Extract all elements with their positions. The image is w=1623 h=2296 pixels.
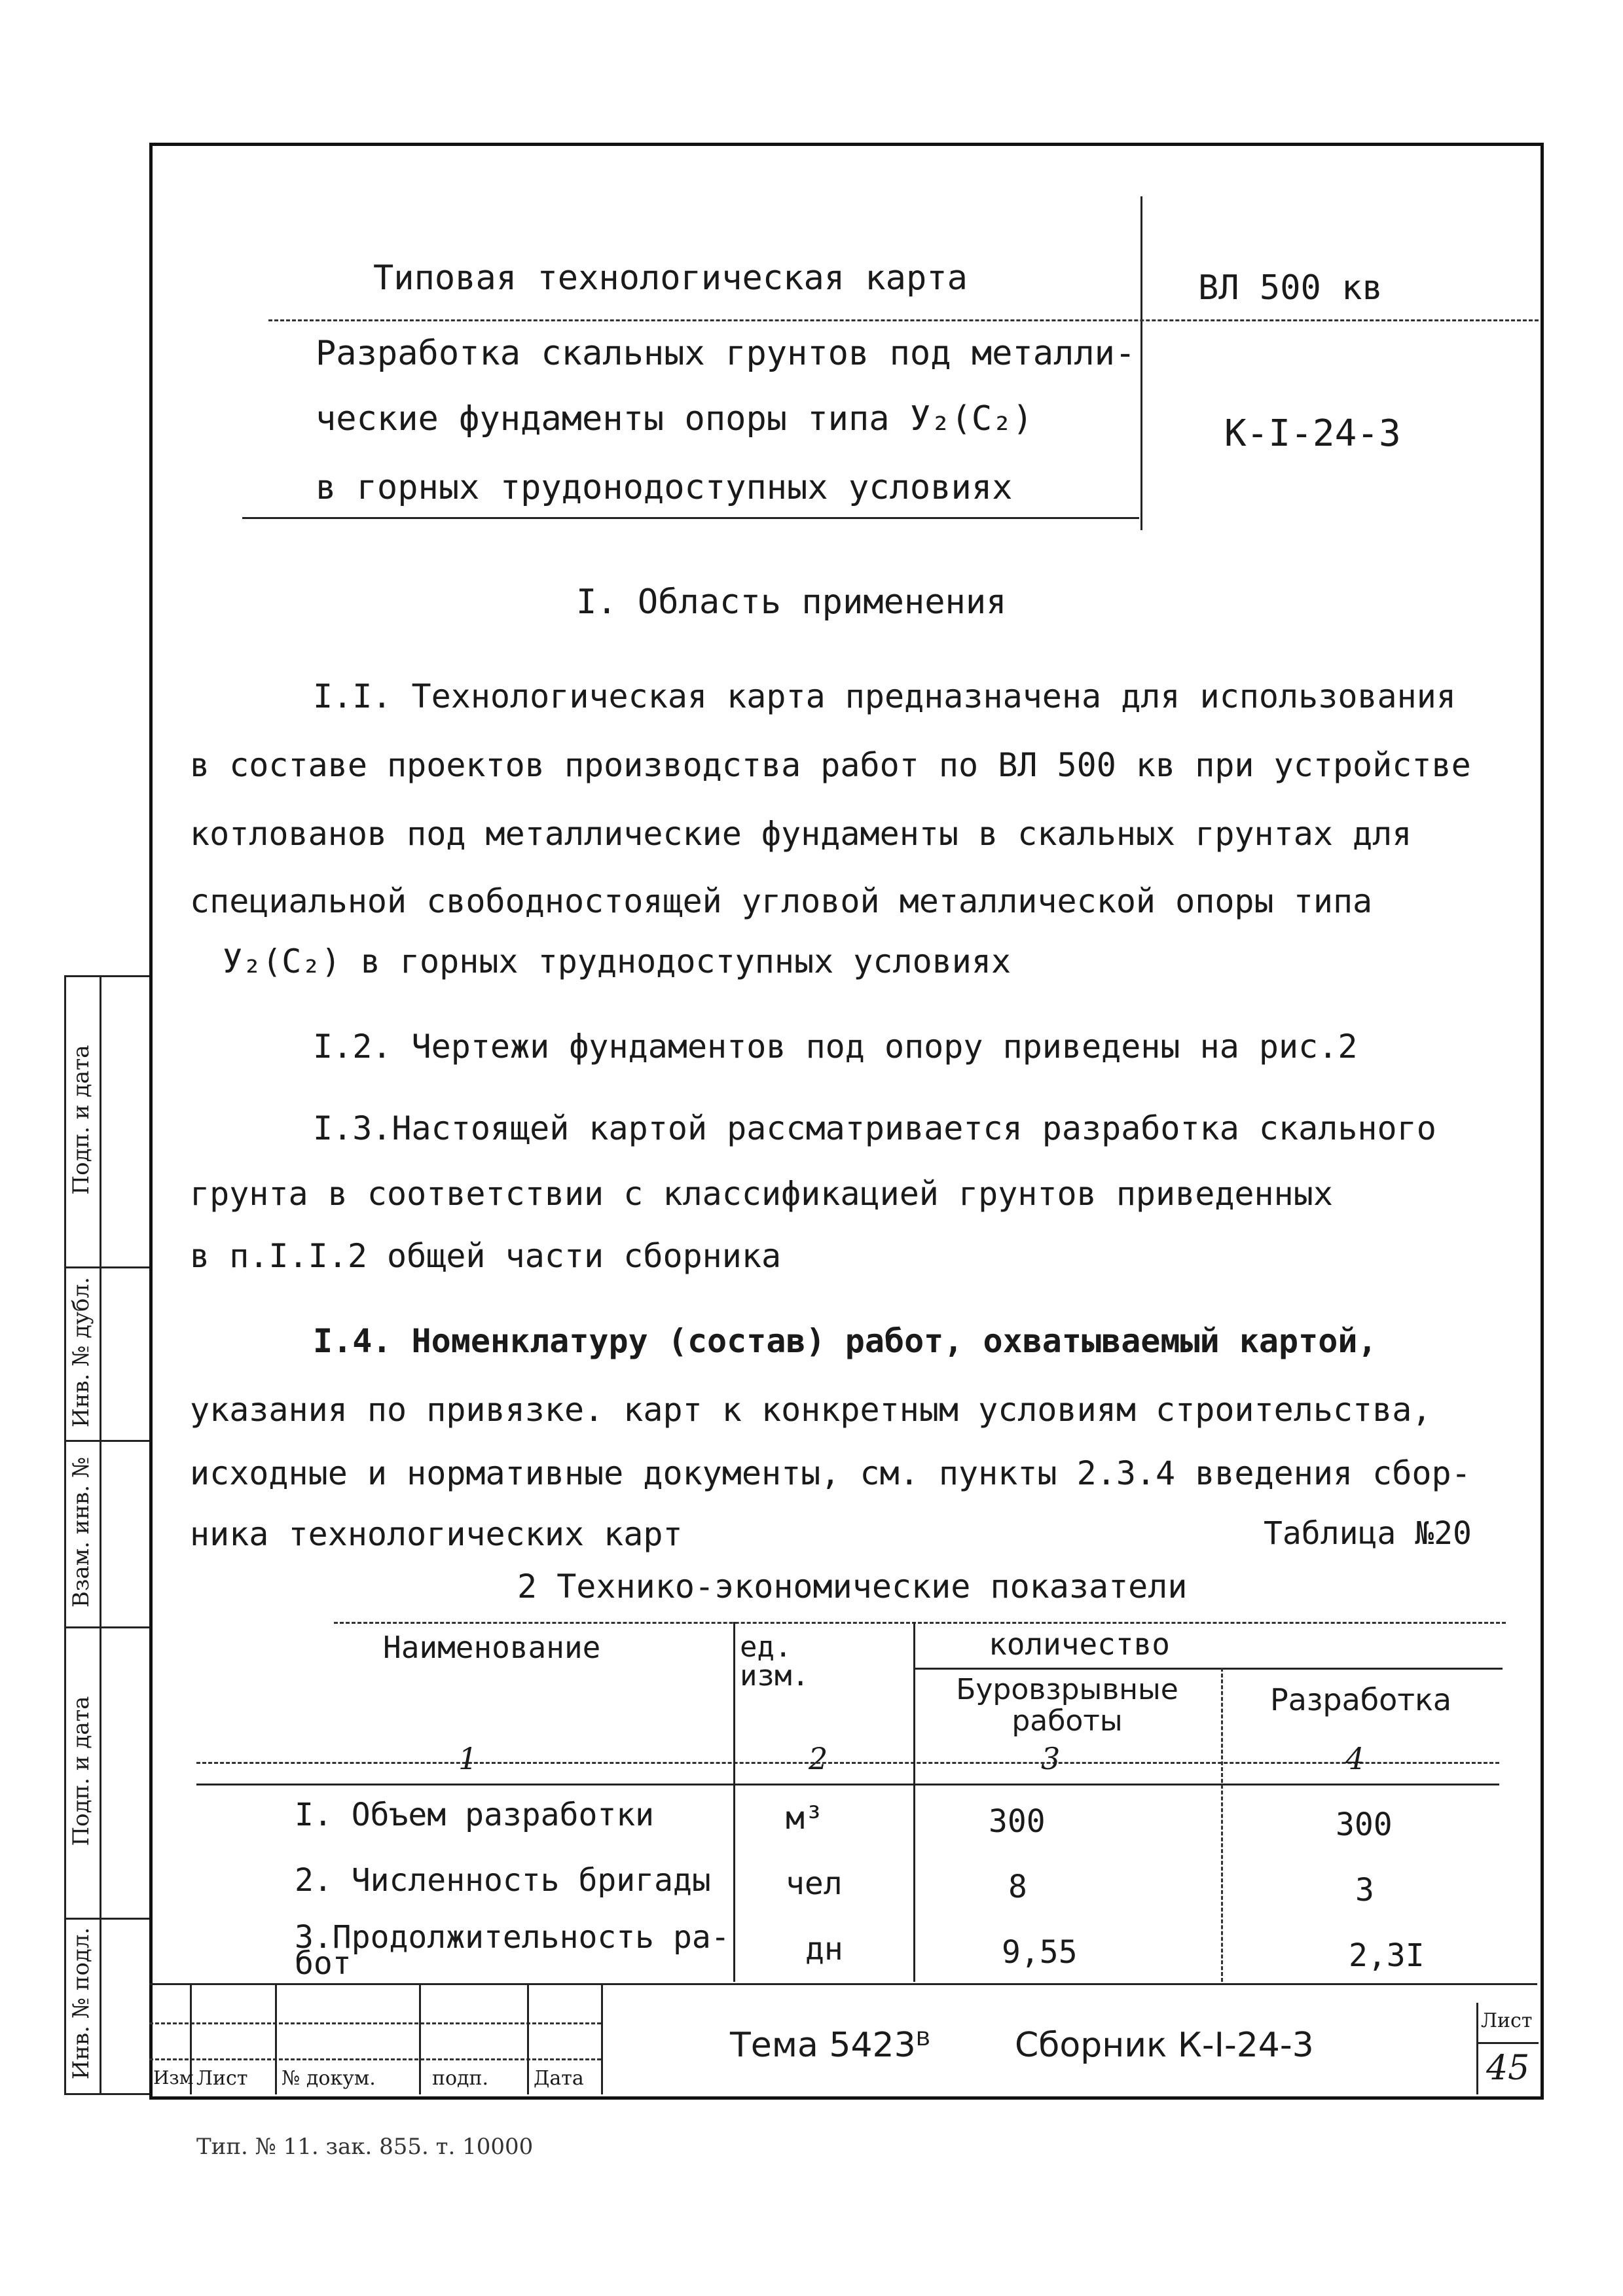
table-row-3-unit: дн <box>805 1931 843 1967</box>
table-title: 2 Технико-экономические показатели <box>517 1568 1188 1605</box>
table-col-name: Наименование <box>383 1630 601 1665</box>
sidebar-outer <box>64 975 66 2094</box>
header-subject-1: Разработка скальных грунтов под металли- <box>316 334 1136 373</box>
sidebar-top <box>64 975 149 977</box>
table-qty-line <box>913 1668 1503 1670</box>
header-underline <box>242 517 1139 519</box>
stamp-row-2 <box>149 2058 601 2060</box>
header-subject-2: ческие фундаменты опоры типа У₂(С₂) <box>316 399 1033 439</box>
stamp-col-3 <box>419 1983 421 2094</box>
p2: I.2. Чертежи фундаментов под опору приведены на рис.2 <box>313 1028 1358 1066</box>
p1-line-2: в составе проектов производства работ по ВЛ 500 кв при устройстве <box>190 746 1471 784</box>
header-code: К-I-24-3 <box>1224 412 1401 455</box>
p3-line-3: в п.I.I.2 общей части сборника <box>190 1237 782 1275</box>
stamp-head-sign: подп. <box>432 2067 489 2090</box>
table-col-qty: количество <box>989 1626 1170 1662</box>
table-row-3-name: 3.Продолжительность ра- бот <box>295 1919 730 1982</box>
sidebar-label-2: Инв. № дубл. <box>68 1277 94 1427</box>
footer-print: Тип. № 11. зак. 855. т. 10000 <box>196 2134 534 2160</box>
table-col-3 <box>1221 1668 1223 1982</box>
header-divider <box>1140 196 1142 530</box>
table-row-1-dev: 300 <box>1336 1806 1393 1843</box>
table-row-2-name: 2. Численность бригады <box>295 1862 711 1899</box>
stamp-tema: Тема 5423ᴮ <box>730 2026 931 2065</box>
stamp-row-1 <box>149 2022 601 2024</box>
stamp-head-izm: Изм <box>153 2067 194 2089</box>
table-top-line <box>334 1622 1506 1624</box>
p3-line-1: I.3.Настоящей картой рассматривается разработка скального <box>313 1109 1436 1147</box>
stamp-list-number: 45 <box>1486 2049 1530 2088</box>
p1-line-5: У₂(С₂) в горных труднодоступных условиях <box>223 942 1012 980</box>
header-subject-3: в горных трудонодоступных условиях <box>316 468 1013 507</box>
table-row-2-dev: 3 <box>1355 1872 1374 1909</box>
table-col-unit: ед. изм. <box>740 1630 809 1693</box>
p4-line-2: указания по привязке. карт к конкретным условиям строительства, <box>190 1391 1432 1429</box>
table-col-dev: Разработка <box>1270 1682 1452 1717</box>
table-col-drill: Буровзрывные работы <box>956 1673 1178 1738</box>
table-num-3: 3 <box>1041 1741 1061 1776</box>
p4-line-4: ника технологических карт <box>190 1515 683 1553</box>
header-title: Типовая технологическая карта <box>373 259 968 298</box>
stamp-list-label: Лист <box>1481 2009 1533 2032</box>
table-row-3-drill: 9,55 <box>1002 1934 1078 1971</box>
header-line: ВЛ 500 кв <box>1198 268 1383 308</box>
p4-line-1: I.4. Номенклатуру (состав) работ, охватываемый картой, <box>313 1322 1377 1360</box>
table-row-2-drill: 8 <box>1008 1869 1027 1905</box>
table-row-1-unit: м³ <box>786 1800 824 1837</box>
stamp-top <box>149 1983 1537 1985</box>
p4-line-3: исходные и нормативные документы, см. пункты 2.3.4 введения сбор- <box>190 1454 1471 1492</box>
table-numbers-bottom <box>196 1784 1499 1785</box>
section-heading: I. Область применения <box>576 583 1007 622</box>
sidebar-label-5: Инв. № подл. <box>68 1927 94 2080</box>
sidebar-label-1: Подп. и дата <box>68 1045 94 1195</box>
sidebar-label-3: Взам. инв. № <box>68 1456 94 1608</box>
p1-line-4: специальной свободностоящей угловой металлической опоры типа <box>190 882 1373 920</box>
table-header-bottom <box>196 1762 1499 1764</box>
table-num-1: 1 <box>458 1741 478 1776</box>
table-number: Таблица №20 <box>1264 1515 1472 1552</box>
p1-line-3: котлованов под металлические фундаменты в скальных грунтах для <box>190 815 1412 853</box>
table-num-2: 2 <box>809 1741 828 1776</box>
p3-line-2: грунта в соответствии с классификацией грунтов приведенных <box>190 1175 1333 1213</box>
stamp-col-5 <box>601 1983 603 2094</box>
header-dash-1 <box>268 319 1539 321</box>
sidebar-inner <box>100 975 101 2094</box>
stamp-col-2 <box>275 1983 277 2094</box>
stamp-sbornik: Сборник К-I-24-3 <box>1015 2026 1314 2065</box>
sidebar-label-4: Подп. и дата <box>68 1696 94 1846</box>
stamp-list-divider <box>1476 2003 1478 2094</box>
p1-line-1: I.I. Технологическая карта предназначена для использования <box>313 677 1456 715</box>
stamp-head-doc: № докум. <box>282 2067 376 2090</box>
table-row-2-unit: чел <box>786 1865 843 1902</box>
table-row-1-drill: 300 <box>989 1803 1046 1840</box>
stamp-list-line <box>1476 2042 1539 2044</box>
table-num-4: 4 <box>1345 1741 1365 1776</box>
stamp-head-list: Лист <box>196 2067 248 2090</box>
stamp-head-date: Дата <box>534 2067 584 2090</box>
table-row-3-dev: 2,3I <box>1349 1937 1425 1974</box>
table-row-1-name: I. Объем разработки <box>295 1797 655 1833</box>
stamp-col-4 <box>527 1983 529 2094</box>
